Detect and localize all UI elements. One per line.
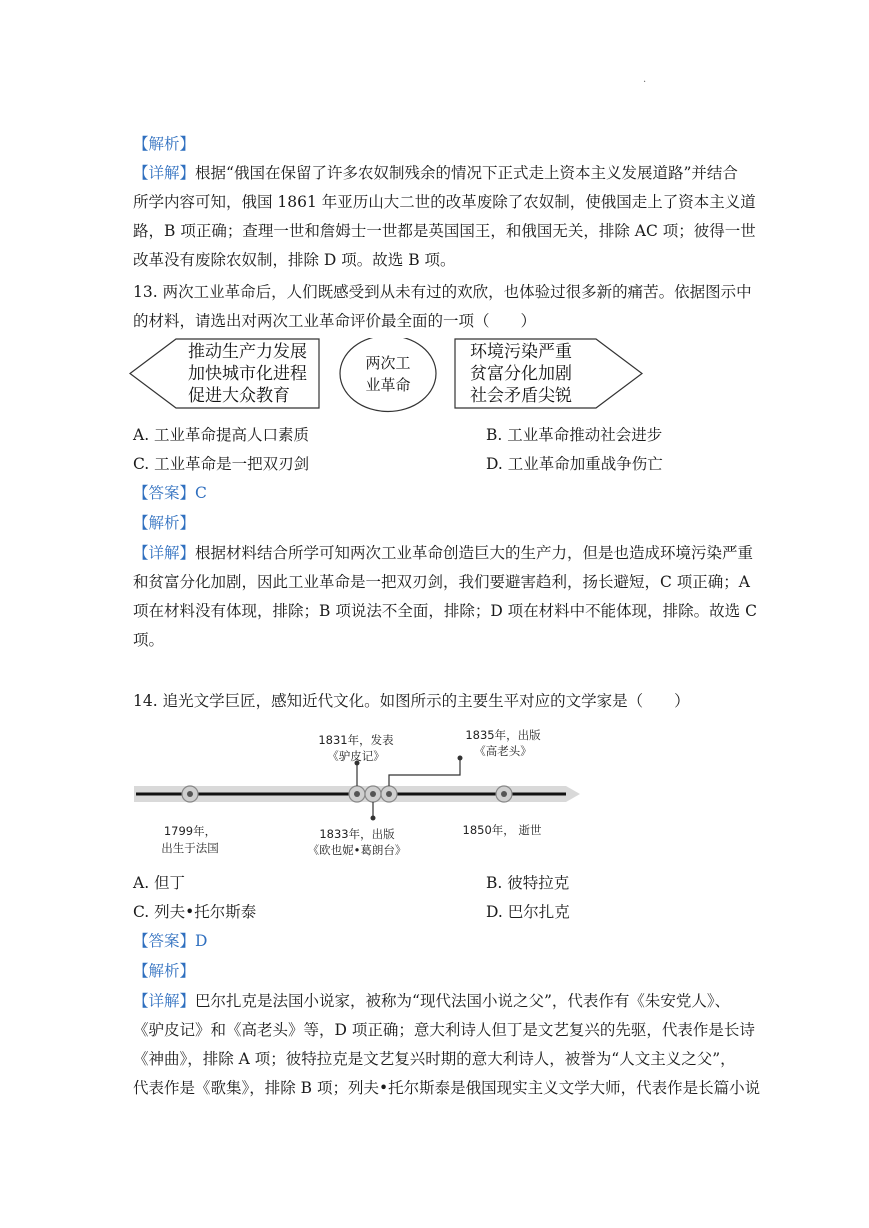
right-item-3: 社会矛盾尖锐 — [470, 386, 572, 406]
center-line-1: 两次工 — [365, 354, 411, 372]
q12-analysis-tag: 【解析】 — [133, 135, 196, 153]
event-1831-line-1: 1831年，发表 — [318, 733, 394, 747]
q14-detail-line-2: 《驴皮记》和《高老头》等，D 项正确；意大利诗人但丁是文艺复兴的先驱，代表作是长诗 — [133, 1021, 755, 1039]
header-mark: . — [643, 74, 647, 85]
q13-stem-line-1: 13. 两次工业革命后，人们既感受到从未有过的欢欣，也体验过很多新的痛苦。依据图示中 — [133, 283, 752, 301]
q13-detail-line-4: 项。 — [133, 631, 165, 649]
diagram-right-text — [470, 341, 572, 407]
diagram-left-text — [188, 341, 307, 407]
q13-detail-line-2: 和贫富分化加剧，因此工业革命是一把双刃剑，我们要避害趋利，扬长避短，C 项正确；A — [133, 573, 750, 591]
q14-analysis-tag: 【解析】 — [133, 962, 196, 980]
q14-detail-line-4: 代表作是《歌集》，排除 B 项；列夫•托尔斯泰是俄国现实主义文学大师，代表作是长篇小说 — [133, 1079, 761, 1097]
event-1850: 1850年， 逝世 — [462, 823, 542, 837]
q13-option-b: B. 工业革命推动社会进步 — [486, 426, 663, 444]
marker-1835 — [381, 786, 397, 802]
q14-detail-line-1: 【详解】巴尔扎克是法国小说家，被称为“现代法国小说之父”，代表作有《朱安党人》、 — [133, 992, 731, 1010]
left-item-2: 加快城市化进程 — [188, 364, 307, 384]
diagram-center-text — [362, 352, 414, 396]
q14-option-b: B. 彼特拉克 — [486, 874, 570, 892]
q13-option-c: C. 工业革命是一把双刃剑 — [133, 455, 310, 473]
q13-detail-line-1: 【详解】根据材料结合所学可知两次工业革命创造巨大的生产力，但是也造成环境污染严重 — [133, 544, 754, 562]
event-1835-line-1: 1835年，出版 — [465, 728, 541, 742]
q14-option-a: A. 但丁 — [133, 874, 186, 892]
q12-detail-line-1: 【详解】根据“俄国在保留了许多农奴制残余的情况下正式走上资本主义发展道路”并结合 — [133, 164, 738, 182]
q13-option-d: D. 工业革命加重战争伤亡 — [486, 455, 663, 473]
q13-analysis-tag: 【解析】 — [133, 514, 196, 532]
event-1833-line-2: 《欧也妮•葛朗台》 — [307, 843, 407, 857]
q12-detail-line-2: 所学内容可知，俄国 1861 年亚历山大二世的改革废除了农奴制，使俄国走上了资本主义道 — [133, 193, 756, 211]
marker-1850 — [496, 786, 512, 802]
marker-1833 — [365, 786, 381, 802]
event-1831-line-2: 《驴皮记》 — [327, 749, 385, 763]
event-1799-line-1: 1799年， — [163, 824, 217, 838]
event-1835-line-2: 《高老头》 — [474, 744, 532, 758]
marker-1831 — [349, 786, 365, 802]
q13-stem-line-2: 的材料，请选出对两次工业革命评价最全面的一项（ ） — [133, 312, 537, 330]
q13-answer: 【答案】C — [133, 484, 207, 502]
q13-option-a: A. 工业革命提高人口素质 — [133, 426, 310, 444]
event-1833-line-1: 1833年，出版 — [319, 827, 395, 841]
q14-option-c: C. 列夫•托尔斯泰 — [133, 903, 257, 921]
right-item-2: 贫富分化加剧 — [470, 364, 572, 384]
q14-stem: 14. 追光文学巨匠，感知近代文化。如图所示的主要生平对应的文学家是（ ） — [133, 692, 690, 710]
center-line-2: 业革命 — [365, 376, 411, 394]
q12-detail-line-3: 路，B 项正确；查理一世和詹姆士一世都是英国国王，和俄国无关，排除 AC 项；彼得一世 — [133, 222, 756, 240]
right-item-1: 环境污染严重 — [470, 342, 572, 362]
q13-detail-line-3: 项在材料没有体现，排除；B 项说法不全面，排除；D 项在材料中不能体现，排除。故选 C — [133, 602, 757, 620]
q12-detail-line-4: 改革没有废除农奴制，排除 D 项。故选 B 项。 — [133, 251, 456, 269]
q14-option-d: D. 巴尔扎克 — [486, 903, 570, 921]
left-item-3: 促进大众教育 — [188, 386, 290, 406]
marker-1799 — [182, 786, 198, 802]
q14-answer: 【答案】D — [133, 932, 208, 950]
left-item-1: 推动生产力发展 — [188, 342, 307, 362]
event-1799-line-2: 出生于法国 — [161, 841, 219, 855]
q14-detail-line-3: 《神曲》，排除 A 项；彼特拉克是文艺复兴时期的意大利诗人，被誉为“人文主义之父”， — [133, 1050, 736, 1068]
